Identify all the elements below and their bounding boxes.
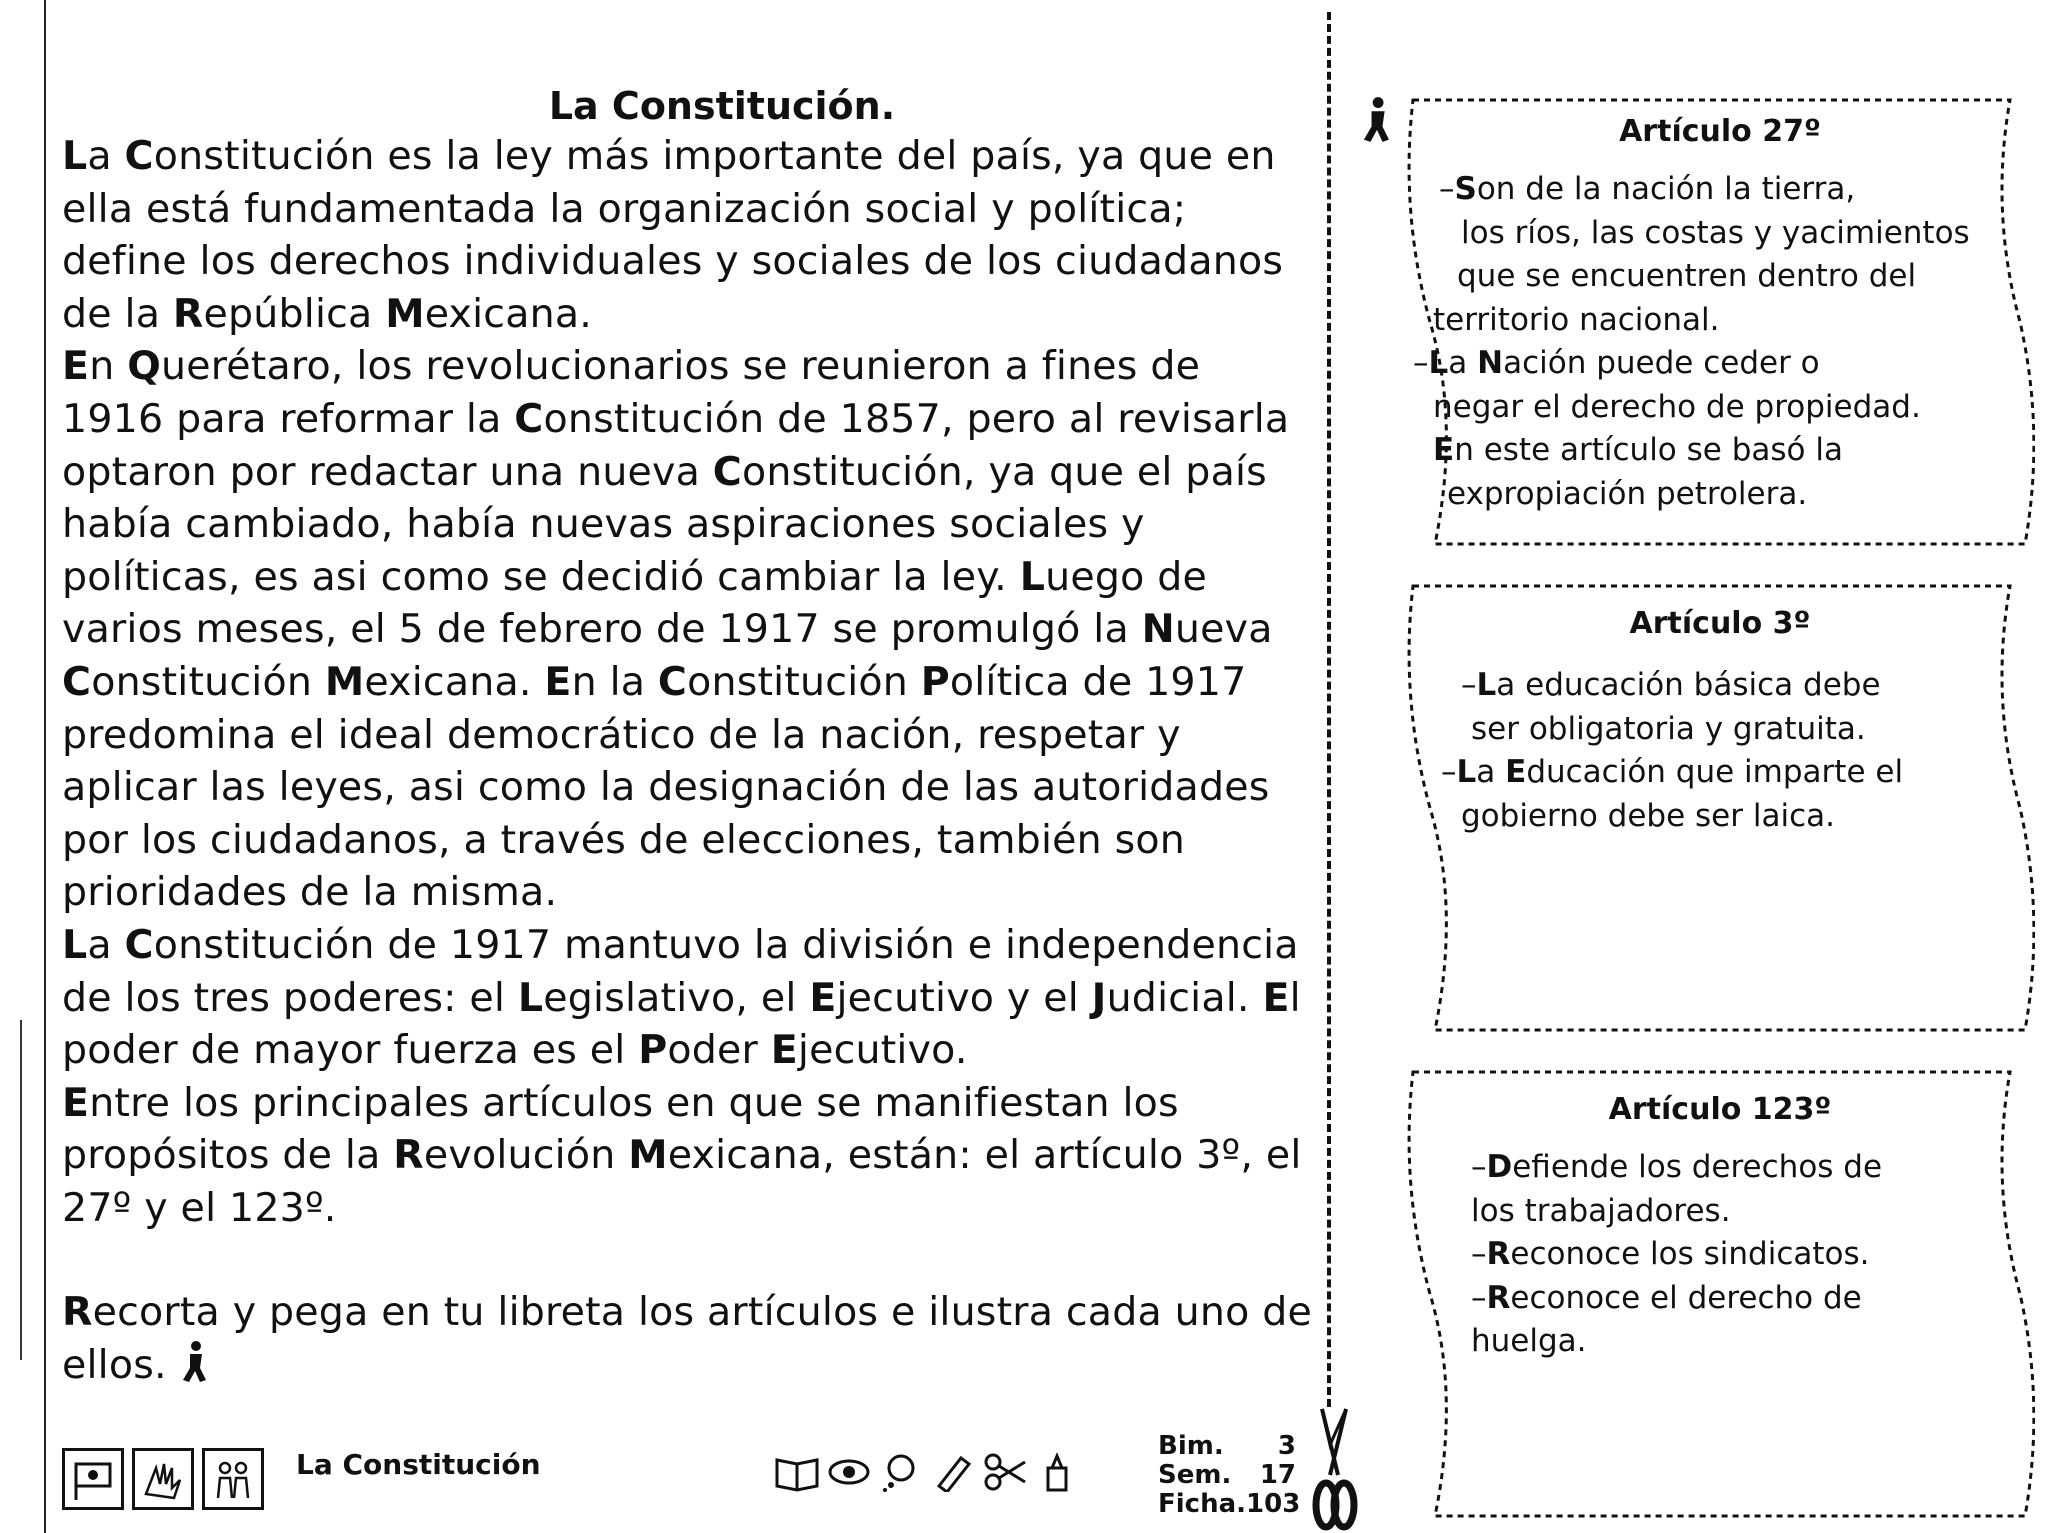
card-line: los ríos, las costas y yacimientos [1461, 214, 1970, 251]
card-body [1471, 1146, 1882, 1364]
card-line: ser obligatoria y gratuita. [1471, 710, 1866, 747]
card-line: territorio nacional. [1433, 301, 1720, 338]
bim-label: Bim. [1158, 1431, 1224, 1461]
people-icon [202, 1448, 264, 1510]
paragraph: En Querétaro, los revolucionarios se reunieron a fines de 1916 para reformar la Constitución de 1857, pero al revisarla optaron por redactar una nueva Constitución, ya que el país había cambiado, había nuevas aspiraciones sociales y políticas, es asi como se decidió cambiar la ley. Luego de varios meses, el 5 de febrero de 1917 se promulgó la Nueva Constitución Mexicana. En la Constitución Política de 1917 predomina el ideal democrático de la nación, respetar y aplicar las leyes, asi como la designación de las autoridades por los ciudadanos, a través de elecciones, también son prioridades de la misma. [62, 343, 1290, 916]
scissors-icon [983, 1452, 1027, 1502]
card-line: huelga. [1471, 1323, 1587, 1359]
activity-icons [62, 1448, 264, 1510]
article-card-27[interactable] [1405, 92, 2035, 552]
card-line: –La educación básica debe [1461, 667, 1881, 703]
left-margin-line [44, 0, 46, 1533]
footer-title: La Constitución [296, 1448, 541, 1481]
glue-icon [1035, 1452, 1079, 1502]
card-line: los trabajadores. [1471, 1192, 1731, 1229]
card-line: –Reconoce el derecho de [1471, 1279, 1862, 1316]
worksheet-meta [1158, 1431, 1301, 1519]
card-line: que se encuentren dentro del [1457, 258, 1917, 294]
scissors-icon [1310, 1405, 1358, 1533]
flag-icon [62, 1448, 124, 1510]
card-title: Artículo 3º [1629, 606, 1811, 641]
instruction-label: Recorta y pega en tu libreta los artículos e ilustra cada uno de ellos. [62, 1289, 1312, 1389]
instruction-text [62, 1286, 1312, 1391]
card-title: Artículo 27º [1619, 114, 1821, 149]
spacer [62, 1234, 1312, 1286]
eye-icon [827, 1452, 871, 1502]
crayon-icon [931, 1452, 975, 1502]
card-line: –La Educación que imparte el [1441, 754, 1904, 790]
ficha-value: 103 [1246, 1489, 1301, 1519]
article-card-123[interactable] [1405, 1064, 2035, 1524]
ficha-label: Ficha. [1158, 1489, 1247, 1519]
article-card-3[interactable] [1405, 578, 2035, 1038]
card-line: En este artículo se basó la [1433, 432, 1843, 468]
card-title: Artículo 123º [1608, 1092, 1832, 1127]
card-body [1413, 168, 1970, 516]
card-body [1441, 664, 1904, 838]
card-line: –Reconoce los sindicatos. [1471, 1236, 1870, 1272]
book-icon [775, 1452, 819, 1502]
card-line: gobierno debe ser laica. [1461, 797, 1835, 834]
card-line: –Son de la nación la tierra, [1439, 171, 1856, 207]
figure-icon [180, 1340, 210, 1384]
worksheet-title: La Constitución. [548, 84, 896, 128]
paragraph: La Constitución de 1917 mantuvo la división e independencia de los tres poderes: el Legislativo, el Ejecutivo y el Judicial. El poder de mayor fuerza es el Poder Ejecutivo. [62, 921, 1301, 1074]
card-line: expropiación petrolera. [1447, 475, 1808, 512]
hands-icon [132, 1448, 194, 1510]
binding-line [20, 1020, 22, 1360]
card-line: negar el derecho de propiedad. [1433, 388, 1921, 425]
paragraph: Entre los principales artículos en que se manifiestan los propósitos de la Revolución Mexicana, están: el artículo 3º, el 27º y el 123º. [62, 1079, 1302, 1231]
card-line: –La Nación puede ceder o [1413, 345, 1820, 381]
cut-line [1327, 12, 1331, 1407]
sem-value: 17 [1259, 1460, 1296, 1490]
think-icon [879, 1452, 923, 1502]
tool-icons [775, 1452, 1079, 1502]
worksheet-main [62, 84, 1312, 1392]
sem-label: Sem. [1158, 1460, 1232, 1490]
card-line: –Defiende los derechos de [1471, 1149, 1883, 1185]
bim-value: 3 [1277, 1431, 1296, 1461]
paragraph: La Constitución es la ley más importante del país, ya que en ella está fundamentada la organización social y política; define los derechos individuales y sociales de los ciudadanos de la República Mexicana. [62, 133, 1284, 337]
figure-icon [1360, 96, 1394, 144]
